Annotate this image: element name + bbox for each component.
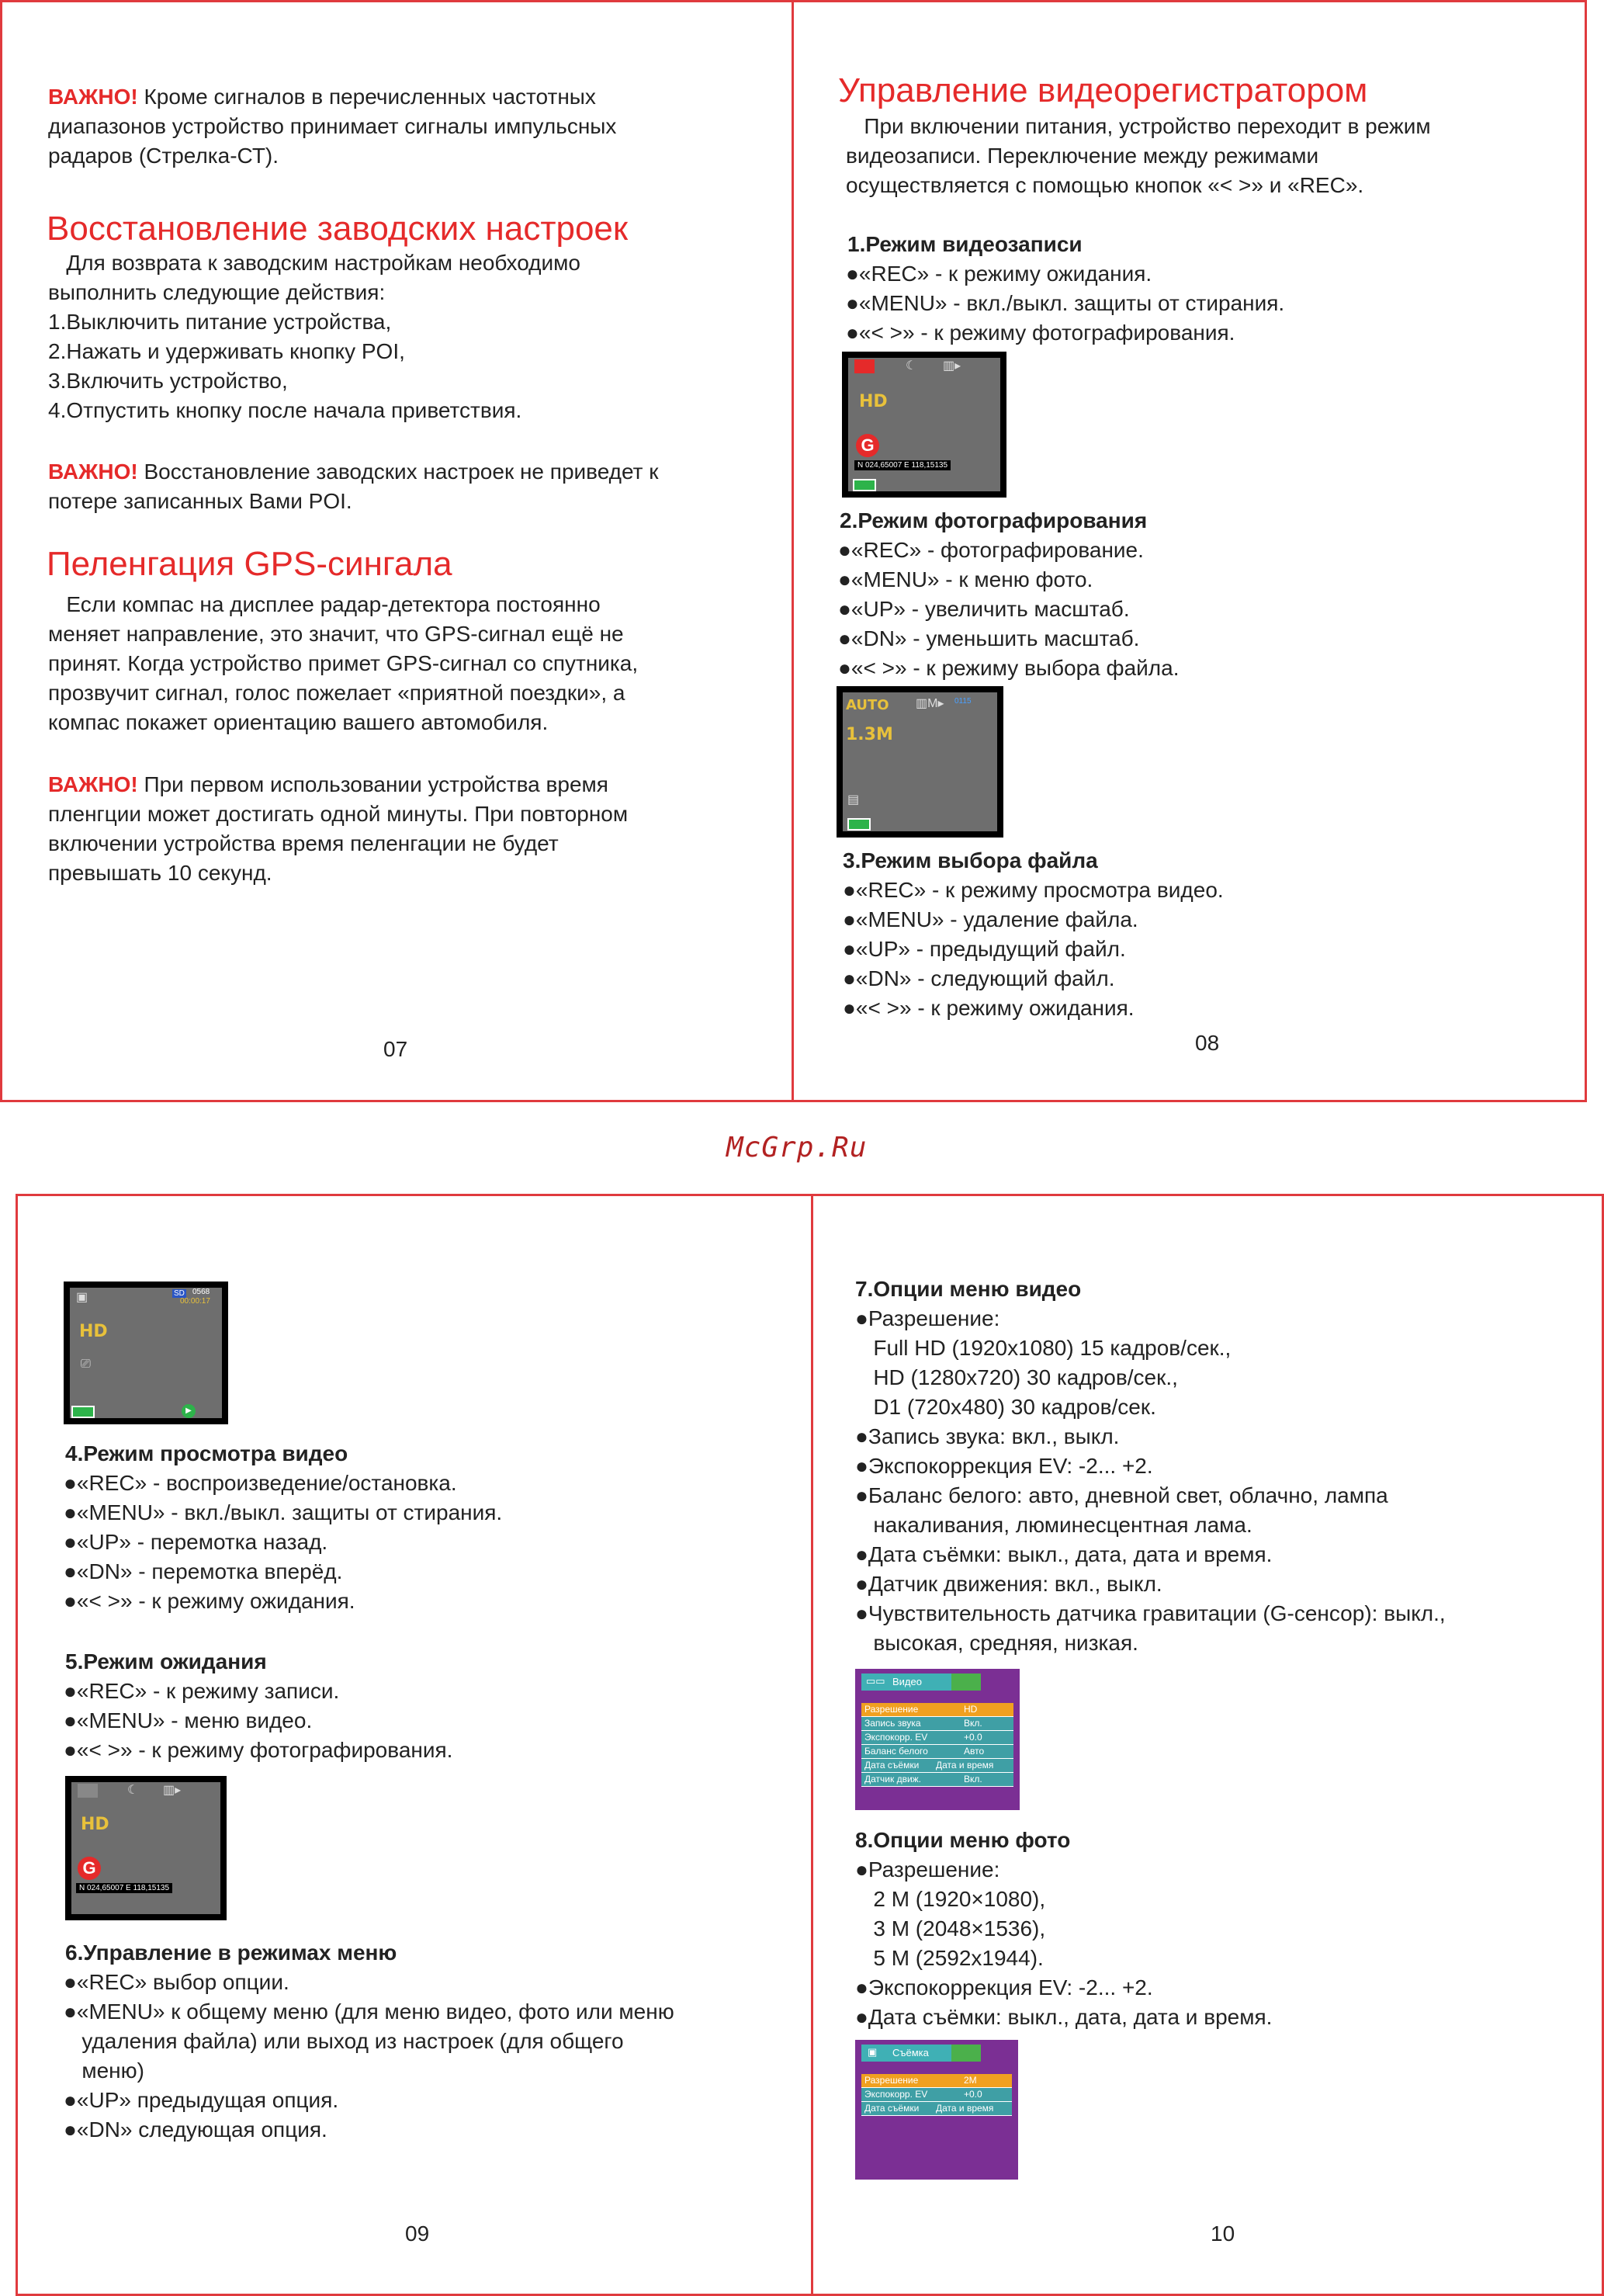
s8-line3: 3 M (2048×1536), (855, 1916, 1046, 1941)
s6-bullet2-l2: удаления файла) или выход из настроек (для общего (64, 2029, 624, 2053)
menu-row: Баланс белого Авто (861, 1745, 1013, 1759)
night-icon: ☾ (906, 359, 917, 373)
gps-g-icon: G (856, 434, 879, 457)
battery-icon (71, 1406, 95, 1418)
reset-line4: 2.Нажать и удерживать кнопку POI, (48, 339, 405, 363)
s2-title: 2.Режим фотографирования (840, 508, 1148, 532)
video-mode-icon (78, 1784, 98, 1798)
s7-line2: Full HD (1920x1080) 15 кадров/сек., (855, 1336, 1232, 1360)
reset-line6: 4.Отпустить кнопку после начала приветствия. (48, 398, 522, 422)
s7-line1: ●Разрешение: (855, 1306, 1000, 1330)
s6-title: 6.Управление в режимах меню (65, 1941, 397, 1965)
resolution-1-3m: 1.3M (846, 725, 893, 744)
video-playback-screen (64, 1282, 228, 1424)
s7-line6: ●Экспокоррекция EV: -2... +2. (855, 1454, 1153, 1478)
gps-line3: принят. Когда устройство примет GPS-сигнал со спутника, (48, 651, 639, 675)
s7-line10: ●Датчик движения: вкл., выкл. (855, 1572, 1162, 1596)
night-icon: ☾ (127, 1784, 139, 1797)
s5-title: 5.Режим ожидания (65, 1649, 267, 1673)
note1-line3: радаров (Стрелка-СТ). (48, 144, 279, 168)
gps-coordinates: N 024,65007 E 118,15135 (854, 460, 951, 470)
s2-bullet1: ●«REC» - фотографирование. (838, 538, 1144, 562)
gps-g-icon: G (78, 1857, 101, 1880)
watermark: McGrp.Ru (726, 1132, 868, 1164)
note1-line2: диапазонов устройство принимает сигналы импульсных (48, 114, 617, 138)
s4-bullet2: ●«MENU» - вкл./выкл. защиты от стирания. (64, 1500, 503, 1524)
settings-tab-icon (951, 1673, 981, 1691)
s7-line4: D1 (720x480) 30 кадров/сек. (855, 1395, 1156, 1419)
page-number-10: 10 (1211, 2221, 1235, 2246)
photo-count: 0115 (954, 697, 972, 706)
menu-row: Разрешение 2M (861, 2074, 1012, 2088)
reset-line5: 3.Включить устройство, (48, 369, 288, 393)
s4-title: 4.Режим просмотра видео (65, 1441, 348, 1465)
battery-icon (847, 818, 871, 831)
auto-label: AUTO (846, 697, 889, 713)
sd-label: SD (174, 1289, 185, 1298)
page-number-08: 08 (1195, 1031, 1220, 1055)
s3-bullet5: ●«< >» - к режиму ожидания. (843, 996, 1135, 1020)
s4-bullet4: ●«DN» - перемотка вперёд. (64, 1559, 343, 1583)
resolution-hd: HD (859, 392, 888, 411)
note2-text: Восстановление заводских настроек не приведет к (137, 460, 659, 484)
s5-bullet2: ●«MENU» - меню видео. (64, 1708, 313, 1732)
s3-bullet4: ●«DN» - следующий файл. (843, 966, 1115, 990)
menu-row: Дата съёмки Дата и время (861, 2102, 1012, 2116)
note1-text: Кроме сигналов в перечисленных частотных (137, 85, 596, 109)
gps-line2: меняет направление, это значит, что GPS-сигнал ещё не (48, 622, 624, 646)
s8-line4: 5 M (2592x1944). (855, 1946, 1044, 1970)
photo-mode-screen (837, 686, 1003, 838)
resolution-hd: HD (81, 1815, 109, 1834)
note3-line3: включении устройства время пеленгации не будет (48, 831, 559, 855)
s7-line9: ●Дата съёмки: выкл., дата, дата и время. (855, 1542, 1273, 1566)
camera-icon: ▣ (868, 2046, 878, 2058)
s2-bullet2: ●«MENU» - к меню фото. (838, 567, 1093, 591)
note3-text: При первом использовании устройства время (137, 772, 608, 796)
s7-line5: ●Запись звука: вкл., выкл. (855, 1424, 1120, 1448)
intro-line3: осуществляется с помощью кнопок «< >» и «REC». (846, 173, 1364, 197)
camera-icon: ⎚ (81, 1358, 91, 1371)
file-number: 0568 (192, 1288, 210, 1296)
gps-line4: прозвучит сигнал, голос пожелает «приятной поездки», а (48, 681, 625, 705)
reset-line1: Для возврата к заводским настройкам необходимо (48, 251, 580, 275)
s7-line8: накаливания, люминесцентная лама. (855, 1513, 1252, 1537)
page-number-09: 09 (405, 2221, 430, 2246)
note1-line1 (48, 82, 596, 112)
photo-menu-screen (855, 2040, 1018, 2180)
s6-bullet2-l3: меню) (64, 2058, 144, 2083)
reset-line3: 1.Выключить питание устройства, (48, 310, 392, 334)
film-icon: ▭▭ (866, 1675, 885, 1687)
s7-title: 7.Опции меню видео (855, 1277, 1082, 1301)
gps-line5: компас покажет ориентацию вашего автомобиля. (48, 710, 549, 734)
resolution-hd: HD (79, 1322, 108, 1341)
s6-bullet4: ●«DN» следующая опция. (64, 2117, 327, 2142)
gps-coordinates: N 024,65007 E 118,15135 (76, 1883, 172, 1893)
s5-bullet1: ●«REC» - к режиму записи. (64, 1679, 340, 1703)
battery-icon (853, 479, 876, 491)
page-number-07: 07 (383, 1037, 408, 1061)
s3-title: 3.Режим выбора файла (843, 848, 1098, 872)
s2-bullet4: ●«DN» - уменьшить масштаб. (838, 626, 1140, 650)
s8-title: 8.Опции меню фото (855, 1828, 1071, 1852)
s6-bullet3: ●«UP» предыдущая опция. (64, 2088, 339, 2112)
menu-row: Запись звука Вкл. (861, 1717, 1013, 1731)
important-label: ВАЖНО! (48, 460, 138, 484)
playback-icon: ▣ (76, 1291, 88, 1304)
s3-bullet2: ●«MENU» - удаление файла. (843, 907, 1138, 931)
note2-line1 (48, 457, 659, 487)
s1-bullet3: ●«< >» - к режиму фотографирования. (846, 321, 1235, 345)
gps-line1: Если компас на дисплее радар-детектора постоянно (48, 592, 601, 616)
settings-tab-icon (951, 2045, 981, 2062)
s8-line6: ●Дата съёмки: выкл., дата, дата и время. (855, 2005, 1273, 2029)
note2-line2: потере записанных Вами POI. (48, 489, 352, 513)
s3-bullet3: ●«UP» - предыдущий файл. (843, 937, 1126, 961)
menu-row: Экспокорр. EV +0.0 (861, 2088, 1012, 2102)
s3-bullet1: ●«REC» - к режиму просмотра видео. (843, 878, 1224, 902)
note3-line1 (48, 770, 608, 799)
s4-bullet3: ●«UP» - перемотка назад. (64, 1530, 328, 1554)
video-menu-tab: Видео (861, 1673, 970, 1691)
s7-line11: ●Чувствительность датчика гравитации (G-сенсор): выкл., (855, 1601, 1446, 1625)
battery-status-icon: ▥▸ (163, 1784, 182, 1797)
important-label: ВАЖНО! (48, 772, 138, 796)
video-menu-screen (855, 1669, 1020, 1810)
menu-row: Датчик движ. Вкл. (861, 1773, 1013, 1787)
note3-line2: пленгции может достигать одной минуты. При повторном (48, 802, 629, 826)
s7-line12: высокая, средняя, низкая. (855, 1631, 1138, 1655)
page08-title: Управление видеорегистратором (838, 71, 1368, 109)
video-record-screen (842, 352, 1006, 498)
s7-line3: HD (1280x720) 30 кадров/сек., (855, 1365, 1178, 1389)
battery-status-icon: ▥M▸ (916, 697, 944, 710)
play-icon: ▶ (182, 1404, 196, 1418)
important-label: ВАЖНО! (48, 85, 138, 109)
playback-time: 00:00:17 (180, 1297, 210, 1306)
intro-line1: При включении питания, устройство переходит в режим (846, 114, 1431, 138)
photo-menu-tab: Съёмка (861, 2045, 970, 2062)
s4-bullet1: ●«REC» - воспроизведение/остановка. (64, 1471, 457, 1495)
s1-title: 1.Режим видеозаписи (847, 232, 1083, 256)
menu-row: Разрешение HD (861, 1703, 1013, 1717)
s6-bullet2-l1: ●«MENU» к общему меню (для меню видео, фото или меню (64, 1999, 674, 2024)
menu-row: Дата съёмки Дата и время (861, 1759, 1013, 1773)
reset-line2: выполнить следующие действия: (48, 280, 386, 304)
standby-screen (65, 1776, 227, 1920)
s7-line7: ●Баланс белого: авто, дневной свет, облачно, лампа (855, 1483, 1388, 1507)
s8-line5: ●Экспокоррекция EV: -2... +2. (855, 1975, 1153, 1999)
gps-title: Пеленгация GPS-сингала (47, 545, 452, 583)
s8-line2: 2 M (1920×1080), (855, 1887, 1046, 1911)
reset-title: Восстановление заводских настроек (47, 210, 629, 248)
s1-bullet1: ●«REC» - к режиму ожидания. (846, 262, 1152, 286)
s2-bullet3: ●«UP» - увеличить масштаб. (838, 597, 1130, 621)
s8-line1: ●Разрешение: (855, 1857, 1000, 1882)
s2-bullet5: ●«< >» - к режиму выбора файла. (838, 656, 1180, 680)
s1-bullet2: ●«MENU» - вкл./выкл. защиты от стирания. (846, 291, 1285, 315)
s4-bullet5: ●«< >» - к режиму ожидания. (64, 1589, 355, 1613)
video-mode-icon (854, 359, 875, 373)
s5-bullet3: ●«< >» - к режиму фотографирования. (64, 1738, 453, 1762)
intro-line2: видеозаписи. Переключение между режимами (846, 144, 1319, 168)
battery-status-icon: ▥▸ (943, 359, 961, 373)
s6-bullet1: ●«REC» выбор опции. (64, 1970, 289, 1994)
quality-icon: ▤ (847, 793, 860, 806)
menu-row: Экспокорр. EV +0.0 (861, 1731, 1013, 1745)
note3-line4: превышать 10 секунд. (48, 861, 272, 885)
